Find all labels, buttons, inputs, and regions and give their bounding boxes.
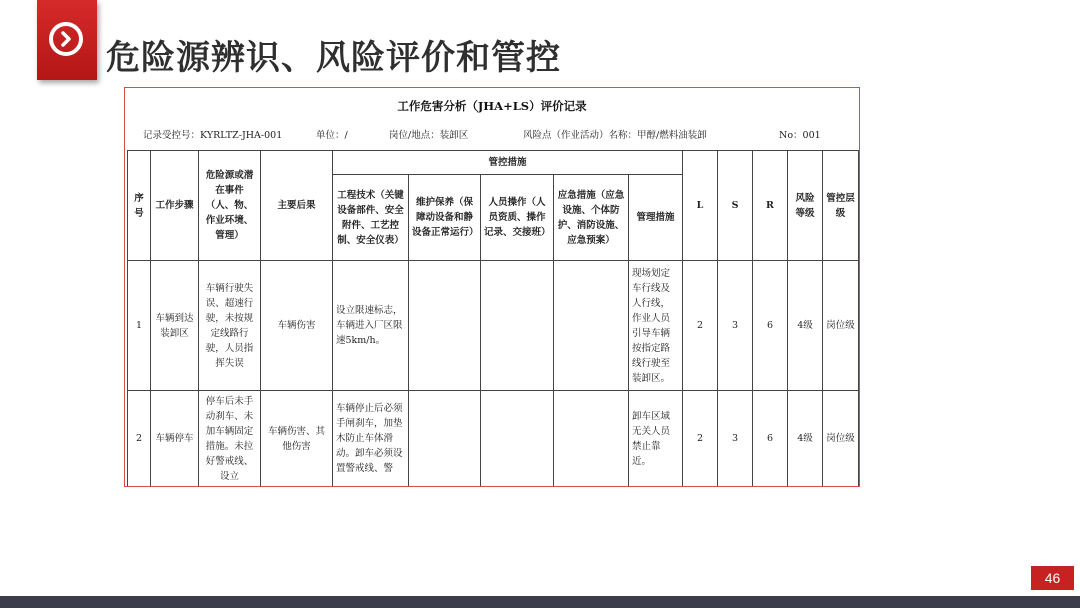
header-risk-level: 风险等级: [788, 151, 823, 261]
cell-hazard: 停车后未手动刹车、未加车辆固定措施。未拉好警戒线、设立: [199, 391, 261, 487]
cell-l: 2: [683, 391, 718, 487]
cell-engineering: 设立限速标志，车辆进入厂区限速5km/h。: [333, 261, 409, 391]
cell-s: 3: [718, 261, 753, 391]
cell-seq: 1: [128, 261, 151, 391]
document-no: No：001: [779, 130, 821, 141]
header-l: L: [683, 151, 718, 261]
cell-hazard: 车辆行驶失误、超速行驶，未按规定线路行驶，人员指挥失误: [199, 261, 261, 391]
header-consequence: 主要后果: [261, 151, 333, 261]
cell-risk-level: 4级: [788, 391, 823, 487]
header-control-level: 管控层级: [823, 151, 859, 261]
header-s: S: [718, 151, 753, 261]
cell-risk-level: 4级: [788, 261, 823, 391]
header-maintenance: 维护保养（保障动设备和静设备正常运行）: [409, 175, 481, 261]
cell-consequence: 车辆伤害、其他伤害: [261, 391, 333, 487]
jha-record-document: [124, 87, 860, 487]
cell-r: 6: [753, 391, 788, 487]
cell-personnel: [481, 261, 554, 391]
table-row: [128, 391, 859, 487]
risk-point-field: 风险点（作业活动）名称：甲醇/燃料油装卸: [523, 130, 707, 141]
cell-maintenance: [409, 261, 481, 391]
cell-l: 2: [683, 261, 718, 391]
document-title: 工作危害分析（JHA+LS）评价记录: [397, 99, 587, 113]
cell-emergency: [554, 391, 629, 487]
cell-step: 车辆停车: [151, 391, 199, 487]
cell-step: 车辆到达装卸区: [151, 261, 199, 391]
cell-maintenance: [409, 391, 481, 487]
cell-control-level: 岗位级: [823, 261, 859, 391]
header-step: 工作步骤: [151, 151, 199, 261]
cell-r: 6: [753, 261, 788, 391]
table-header-row: [128, 151, 859, 175]
cell-s: 3: [718, 391, 753, 487]
cell-engineering: 车辆停止后必须手闸刹车，加垫木防止车体滑动。卸车必须设置警戒线、警: [333, 391, 409, 487]
cell-seq: 2: [128, 391, 151, 487]
cell-management: 现场划定车行线及人行线，作业人员引导车辆按指定路线行驶至装卸区。: [629, 261, 683, 391]
cell-management: 卸车区域无关人员禁止靠近。: [629, 391, 683, 487]
header-r: R: [753, 151, 788, 261]
chevron-right-circle-icon: [49, 22, 83, 56]
post-field: 岗位/地点：装卸区: [389, 130, 469, 141]
title-icon-box: [37, 0, 97, 80]
header-seq: 序号: [128, 151, 151, 261]
table-row: [128, 261, 859, 391]
cell-control-level: 岗位级: [823, 391, 859, 487]
record-no: 记录受控号：KYRLTZ-JHA-001: [143, 130, 283, 141]
cell-consequence: 车辆伤害: [261, 261, 333, 391]
page-title: 危险源辨识、风险评价和管控: [106, 38, 561, 78]
header-control-group: 管控措施: [333, 151, 683, 175]
cell-emergency: [554, 261, 629, 391]
page-number: 46: [1031, 566, 1074, 590]
cell-personnel: [481, 391, 554, 487]
jha-table: [127, 150, 859, 487]
header-personnel: 人员操作（人员资质、操作记录、交接班）: [481, 175, 554, 261]
header-management: 管理措施: [629, 175, 683, 261]
footer-bar: [0, 596, 1080, 608]
unit-field: 单位：/: [316, 130, 348, 141]
header-hazard: 危险源或潜在事件（人、物、作业环境、管理）: [199, 151, 261, 261]
header-engineering: 工程技术（关键设备部件、安全附件、工艺控制、安全仪表）: [333, 175, 409, 261]
header-emergency: 应急措施（应急设施、个体防护、消防设施、应急预案）: [554, 175, 629, 261]
